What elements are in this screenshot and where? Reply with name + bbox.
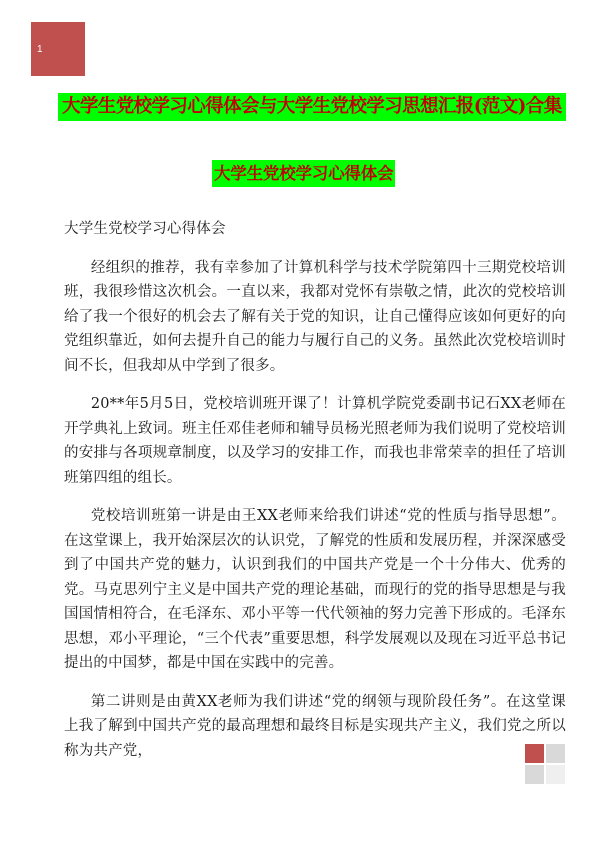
document-body [64,217,566,777]
body-heading: 大学生党校学习心得体会 [64,221,226,237]
body-paragraph-2: 20**年5月5日，党校培训班开课了！计算机学院党委副书记石XX老师在开学典礼上致词。班主任邓佳老师和辅导员杨光照老师为我们说明了党校培训的安排与各项规章制度，以及学习的安排工作，而我也非常荣幸的担任了培训班第四组的组长。 [64,396,566,486]
corner-square-red [525,744,544,763]
corner-square-gray [546,744,565,763]
corner-square-gray [525,765,544,784]
body-paragraph-3: 党校培训班第一讲是由王XX老师来给我们讲述“党的性质与指导思想”。在这堂课上，我开始深层次的认识党，了解党的性质和发展历程，并深深感受到了中国共产党的魅力，认识到我们的中国共产党是一个十分伟大、优秀的党。马克思列宁主义是中国共产党的理论基础，而现行的党的指导思想是与我国国情相符合，在毛泽东、邓小平等一代代领袖的努力完善下形成的。毛泽东思想，邓小平理论，“三个代表”重要思想，科学发展观以及现在习近平总书记提出的中国梦，都是中国在实践中的完善。 [64,508,566,671]
corner-decoration [525,744,567,786]
corner-square-light [546,765,565,784]
document-main-title: 大学生党校学习心得体会与大学生党校学习思想汇报(范文)合集 [58,93,566,121]
page-number: 1 [37,44,43,55]
body-paragraph-4: 第二讲则是由黄XX老师为我们讲述“党的纲领与现阶段任务”。在这堂课上我了解到中国共产党的最高理想和最终目标是实现共产主义，我们党之所以称为共产党， [64,693,566,759]
body-paragraph-1: 经组织的推荐，我有幸参加了计算机科学与技术学院第四十三期党校培训班，我很珍惜这次机会。一直以来，我都对党怀有崇敬之情，此次的党校培训给了我一个很好的机会去了解有关于党的知识，让自己懂得应该如何更好的向党组织靠近，如何去提升自己的能力与履行自己的义务。虽然此次党校培训时间不长，但我却从中学到了很多。 [64,259,566,374]
page-number-badge [31,22,85,76]
document-section-title: 大学生党校学习心得体会 [212,160,395,187]
